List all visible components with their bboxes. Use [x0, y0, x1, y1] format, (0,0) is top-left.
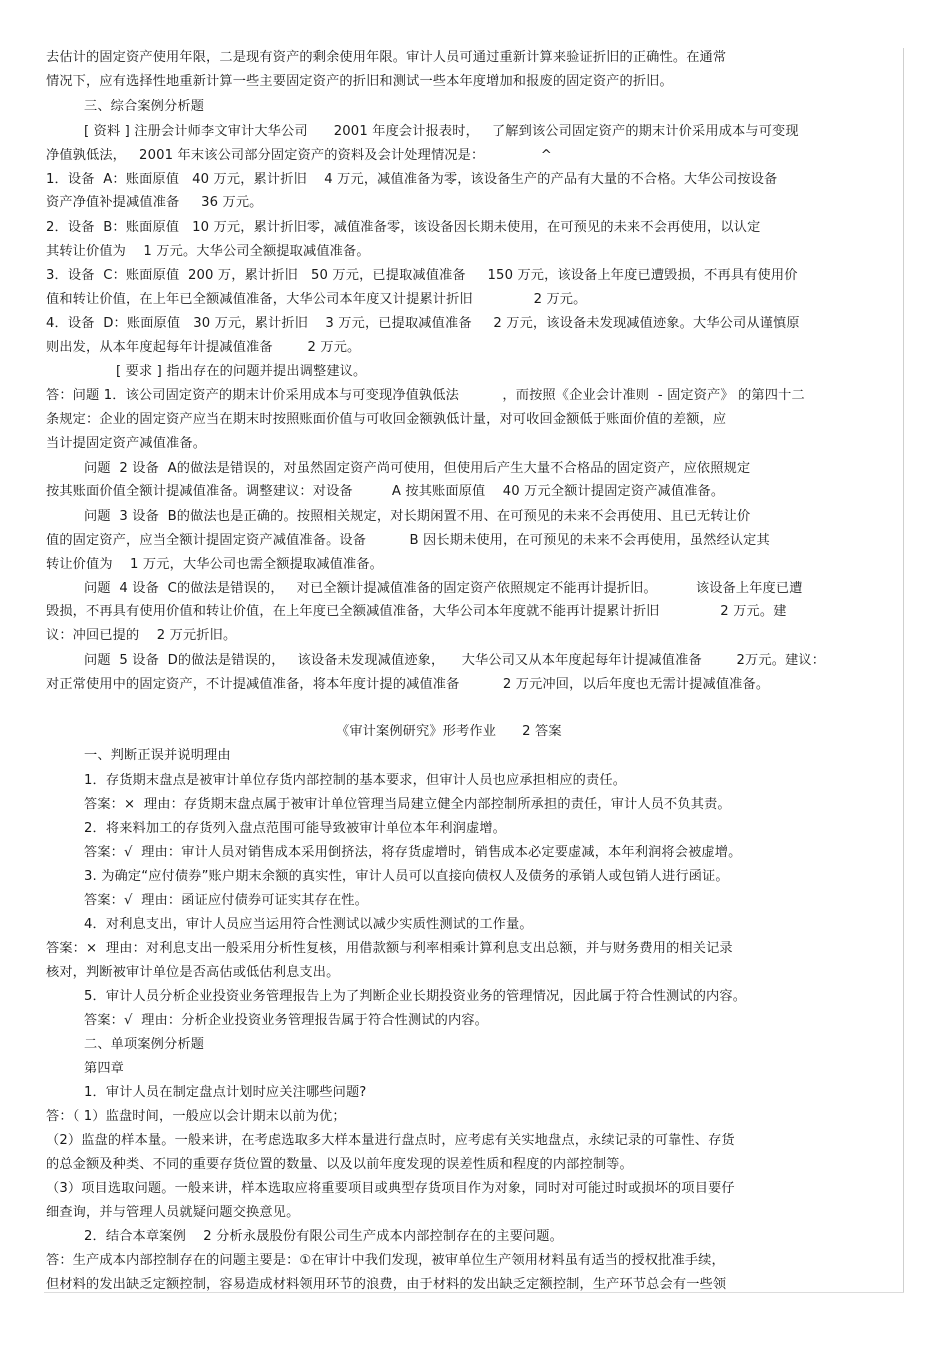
text-line: 核对，判断被审计单位是否高估或低估利息支出。 [46, 965, 340, 980]
chapter-heading: 第四章 [84, 1061, 125, 1076]
text-line: 3．设备 C：账面原值 200 万，累计折旧 50 万元，已提取减值准备 150 万元，该设备上年度已遭毁损，不再具有使用价 [46, 268, 798, 283]
text-line: （2）监盘的样本量。一般来讲，在考虑选取多大样本量进行盘点时，应考虑有关实地盘点，永续记录的可靠性、存货 [46, 1133, 735, 1148]
text-line: 则出发，从本年度起每年计提减值准备 2 万元。 [46, 340, 361, 355]
text-line: 答案：× 理由：存货期末盘点属于被审计单位管理当局建立健全内部控制所承担的责任，审计人员不负其责。 [84, 797, 731, 812]
text-line: 答：问题 1．该公司固定资产的期末计价采用成本与可变现净值孰低法 ，而按照《企业会计准则 - 固定资产》 的第四十二 [46, 388, 805, 403]
text-line: 细查询，并与管理人员就疑问题交换意见。 [46, 1205, 300, 1220]
text-line: 3. 为确定“应付债券”账户期末余额的真实性，审计人员可以直接向债权人及债务的承销人或包销人进行函证。 [84, 869, 729, 884]
text-line: 2．将来料加工的存货列入盘点范围可能导致被审计单位本年利润虚增。 [84, 821, 506, 836]
text-line: 4．设备 D：账面原值 30 万元，累计折旧 3 万元，已提取减值准备 2 万元，该设备未发现减值迹象。大华公司从谨慎原 [46, 316, 800, 331]
text-line: 4．对利息支出，审计人员应当运用符合性测试以减少实质性测试的工作量。 [84, 917, 533, 932]
text-line: 值和转让价值，在上年已全额减值准备，大华公司本年度又计提累计折旧 2 万元。 [46, 292, 587, 307]
text-line: 1．存货期末盘点是被审计单位存货内部控制的基本要求，但审计人员也应承担相应的责任。 [84, 773, 627, 788]
text-line: 当计提固定资产减值准备。 [46, 436, 207, 451]
text-line: 净值孰低法， 2001 年末该公司部分固定资产的资料及会计处理情况是： ^ [46, 148, 552, 163]
text-line: 其转让价值为 1 万元。大华公司全额提取减值准备。 [46, 244, 370, 259]
text-line: 答：生产成本内部控制存在的问题主要是：①在审计中我们发现，被审单位生产领用材料虽有适当的授权批准手续， [46, 1253, 725, 1268]
text-line: 问题 3 设备 B的做法也是正确的。按照相关规定，对长期闲置不用、在可预见的未来不会再使用、且已无转让价 [84, 509, 751, 524]
text-line: 2．设备 B：账面原值 10 万元，累计折旧零，减值准备零，该设备因长期未使用，在可预见的未来不会再使用，以认定 [46, 220, 761, 235]
text-line: （3）项目选取问题。一般来讲，样本选取应将重要项目或典型存货项目作为对象，同时对可能过时或损坏的项目要仔 [46, 1181, 735, 1196]
document-title: 《审计案例研究》形考作业 2 答案 [336, 724, 562, 739]
text-line: 议：冲回已提的 2 万元折旧。 [46, 628, 237, 643]
text-line: 问题 2 设备 A的做法是错误的，对虽然固定资产尚可使用，但使用后产生大量不合格品的固定资产，应依照规定 [84, 461, 751, 476]
section-heading: 一、判断正误并说明理由 [84, 748, 231, 763]
section-heading: 三、综合案例分析题 [84, 99, 205, 114]
text-line: 1．设备 A：账面原值 40 万元，累计折旧 4 万元，减值准备为零，该设备生产的产品有大量的不合格。大华公司按设备 [46, 172, 778, 187]
text-line: 毁损，不再具有使用价值和转让价值，在上年度已全额减值准备，大华公司本年度就不能再计提累计折旧 2 万元。建 [46, 604, 787, 619]
text-line: 答案：× 理由：对利息支出一般采用分析性复核，用借款额与利率相乘计算利息支出总额，并与财务费用的相关记录 [46, 941, 733, 956]
text-line: 5．审计人员分析企业投资业务管理报告上为了判断企业长期投资业务的管理情况，因此属于符合性测试的内容。 [84, 989, 747, 1004]
text-line: 资产净值补提减值准备 36 万元。 [46, 195, 263, 210]
text-line: 的总金额及种类、不同的重要存货位置的数量、以及以前年度发现的误差性质和程度的内部控制等。 [46, 1157, 633, 1172]
text-line: 去估计的固定资产使用年限，二是现有资产的剩余使用年限。审计人员可通过重新计算来验证折旧的正确性。在通常 [46, 50, 727, 65]
page-border-right [903, 48, 904, 1293]
text-line: 问题 4 设备 C的做法是错误的， 对已全额计提减值准备的固定资产依照规定不能再计提折旧。 该设备上年度已遭 [84, 581, 803, 596]
text-line: 答案：√ 理由：函证应付债券可证实其存在性。 [84, 893, 368, 908]
text-line: 答案：√ 理由：分析企业投资业务管理报告属于符合性测试的内容。 [84, 1013, 489, 1028]
text-line: 答案：√ 理由：审计人员对销售成本采用倒挤法，将存货虚增时，销售成本必定要虚减，本年利润将会被虚增。 [84, 845, 742, 860]
text-line: 1．审计人员在制定盘点计划时应关注哪些问题? [84, 1085, 367, 1100]
text-line: 转让价值为 1 万元，大华公司也需全额提取减值准备。 [46, 557, 384, 572]
text-line: 2．结合本章案例 2 分析永晟股份有限公司生产成本内部控制存在的主要问题。 [84, 1229, 563, 1244]
text-line: [ 要求 ] 指出存在的问题并提出调整建议。 [116, 364, 367, 379]
text-line: 答：（ 1）监盘时间，一般应以会计期末以前为优； [46, 1109, 346, 1124]
text-line: 条规定：企业的固定资产应当在期末时按照账面价值与可收回金额孰低计量，对可收回金额低于账面价值的差额，应 [46, 412, 727, 427]
text-line: 值的固定资产，应当全额计提固定资产减值准备。设备 B 因长期未使用，在可预见的未来不会再使用，虽然经认定其 [46, 533, 770, 548]
text-line: 按其账面价值全额计提减值准备。调整建议：对设备 A 按其账面原值 40 万元全额计提固定资产减值准备。 [46, 484, 725, 499]
text-line: [ 资料 ] 注册会计师李文审计大华公司 2001 年度会计报表时， 了解到该公司固定资产的期末计价采用成本与可变现 [84, 124, 799, 139]
text-line: 情况下，应有选择性地重新计算一些主要固定资产的折旧和测试一些本年度增加和报废的固定资产的折旧。 [46, 74, 673, 89]
text-line: 但材料的发出缺乏定额控制，容易造成材料领用环节的浪费，由于材料的发出缺乏定额控制，生产环节总会有一些领 [46, 1277, 727, 1292]
text-line: 对正常使用中的固定资产，不计提减值准备，将本年度计提的减值准备 2 万元冲回，以后年度也无需计提减值准备。 [46, 677, 770, 692]
text-line: 问题 5 设备 D的做法是错误的， 该设备未发现减值迹象， 大华公司又从本年度起每年计提减值准备 2万元。建议： [84, 653, 826, 668]
section-heading: 二、单项案例分析题 [84, 1037, 205, 1052]
